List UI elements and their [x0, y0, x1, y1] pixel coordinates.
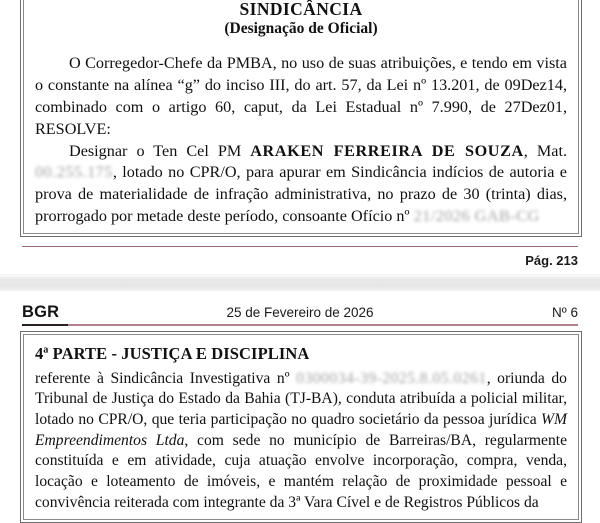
- page-two-header: [22, 300, 578, 324]
- case-description: , oriunda do Tribunal de Justiça do Estado da Bahia (TJ-BA), conduta atribuída a policial militar, lotado no CPR/O, que teria participação no quadro societário da pessoa jurídica: [35, 369, 567, 428]
- document-subtitle: (Designação de Oficial): [224, 20, 378, 38]
- page-separator-band: [0, 274, 600, 291]
- company-name: WM Empreendimentos Ltda: [35, 410, 567, 449]
- page-two-frame: [20, 331, 582, 523]
- page-one-frame: [20, 0, 582, 237]
- page-two-content: [21, 332, 581, 522]
- redacted-office-number: 21/2026 GAB-CG: [413, 207, 540, 226]
- case-description-continued: , com sede no município de Barreiras/BA, regularmente constituída e em atividade, cuja atuação envolve incorporação, compra, venda, locação e loteamento de imóveis, e mantém relação de proximidade pessoal e convivência reiterada com integrante da 3ª Vara Cível e de Registros Públicos da: [35, 431, 567, 511]
- designation-body: , lotado no CPR/O, para apurar em Sindicância indícios de autoria e prova de materialidade de infração administrativa, no prazo de 30 (trinta) dias, prorrogado por metade deste período, consoante Ofício nº: [35, 163, 567, 226]
- page-two-header-rule: [22, 324, 578, 326]
- designation-prefix: Designar o Ten Cel PM: [69, 141, 251, 160]
- case-reference-prefix: referente à Sindicância Investigativa nº: [35, 369, 297, 387]
- registration-prefix: , Mat.: [523, 141, 567, 160]
- section-part-title: 4ª PARTE - JUSTIÇA E DISCIPLINA: [35, 343, 310, 363]
- bulletin-issue-number: Nº 6: [552, 305, 578, 320]
- document-page-two: [0, 300, 600, 513]
- page-one-content: [21, 0, 581, 236]
- redacted-case-number: 0300034-39-2025.8.05.0261: [296, 369, 487, 387]
- document-title: SINDICÂNCIA: [239, 0, 363, 19]
- officer-name: ARAKEN FERREIRA DE SOUZA: [250, 141, 524, 160]
- redacted-registration-number: 00.255.175: [35, 163, 113, 182]
- page-two-paragraph: [35, 369, 567, 514]
- bulletin-date: 25 de Fevereiro de 2026: [226, 305, 374, 320]
- bgr-logo: BGR: [22, 303, 60, 321]
- page-one-paragraph-1: O Corregedor-Chefe da PMBA, no uso de suas atribuições, e tendo em vista o constante na alínea “g” do inciso III, do art. 57, da Lei nº 13.201, de 09Dez14, combinado com o artigo 60, caput, da Lei Estadual nº 7.990, de 27Dez01, RESOLVE:: [35, 53, 567, 138]
- page-one-paragraph-2: [35, 141, 567, 229]
- page-one-number: Pág. 213: [525, 253, 578, 269]
